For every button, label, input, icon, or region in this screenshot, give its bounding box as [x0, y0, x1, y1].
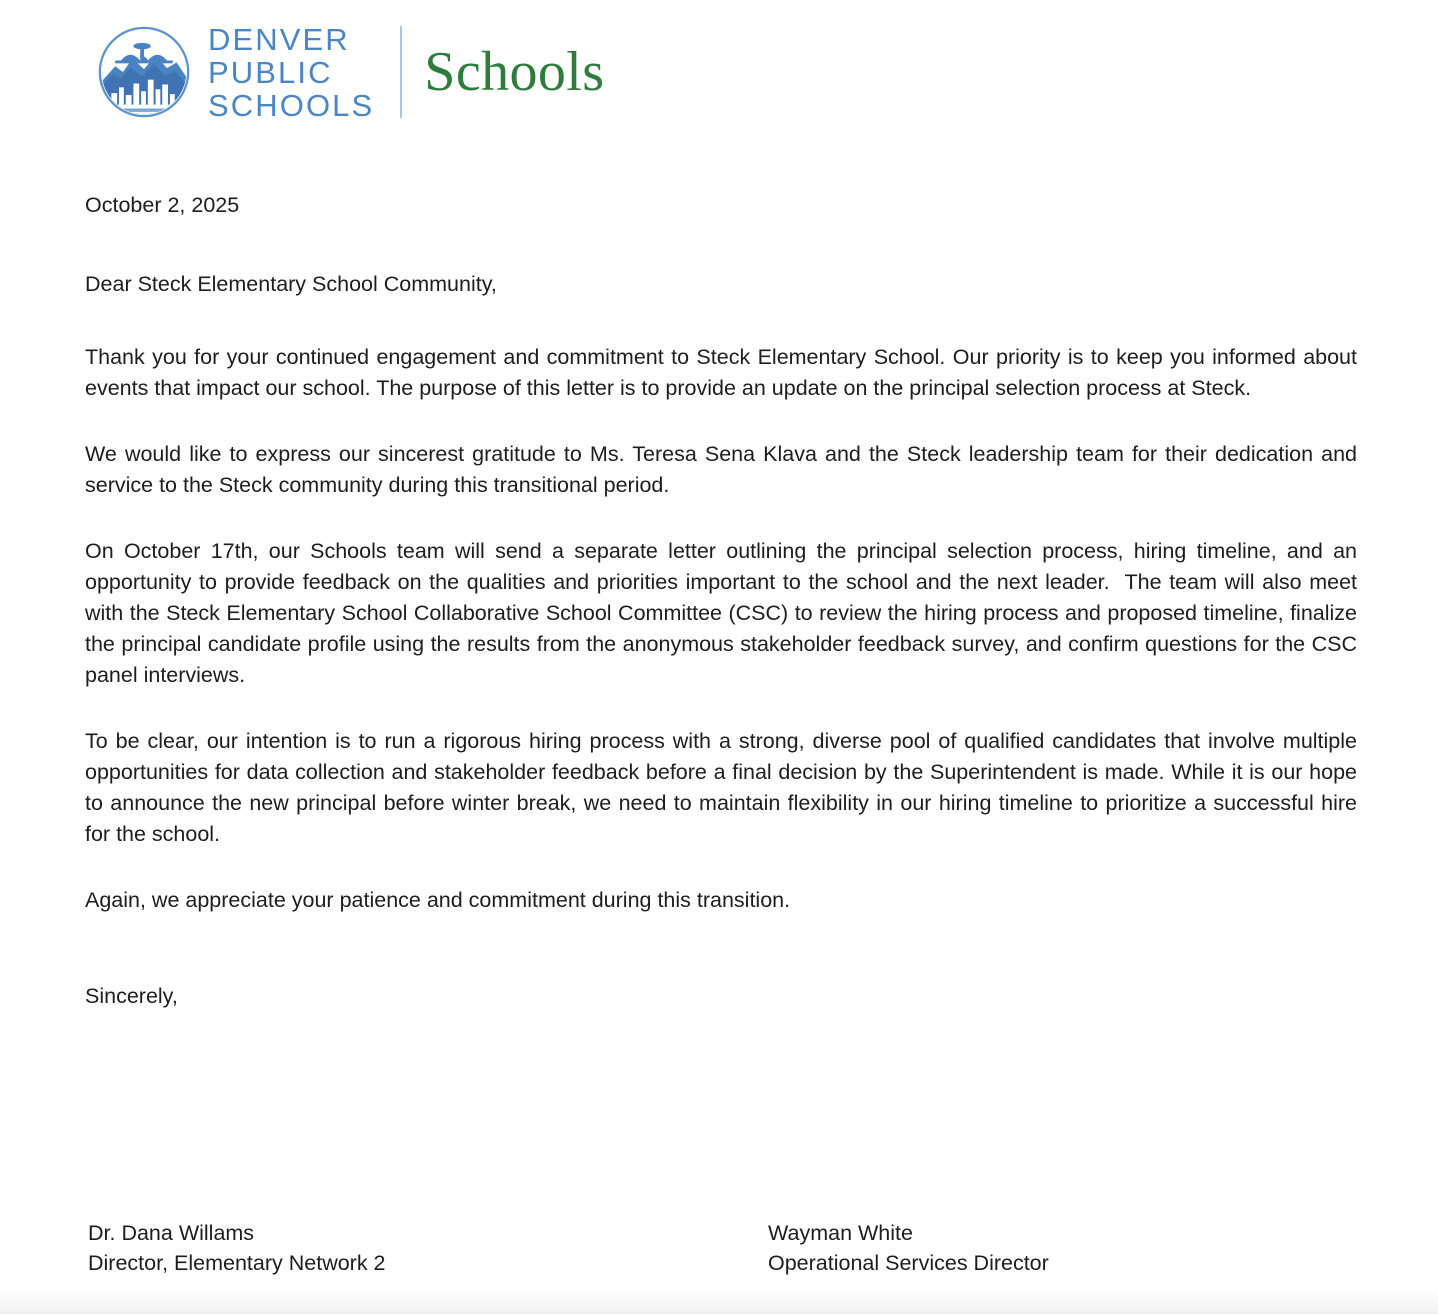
letter-paragraph-2: We would like to express our sincerest gratitude to Ms. Teresa Sena Klava and the Steck leadership team for their dedication and service to the Steck community during this transitional period.: [85, 442, 1363, 497]
signature-name-secondary: Wayman White: [768, 1221, 913, 1245]
signature-block: [88, 1218, 1360, 1278]
signature-title-primary: Director, Elementary Network 2: [88, 1251, 386, 1275]
signature-column-primary: [88, 1218, 768, 1278]
letter-paragraph-3: On October 17th, our Schools team will send a separate letter outlining the principal selection process, hiring timeline, and an opportunity to provide feedback on the qualities and priorities important to the school and the next leader. The team will also meet with the Steck Elementary School Collaborative School Committee (CSC) to review the hiring process and proposed timeline, finalize the principal candidate profile using the results from the anonymous stakeholder feedback survey, and confirm questions for the CSC panel interviews.: [85, 539, 1363, 687]
letter-body: [85, 190, 1363, 1012]
signature-title-secondary: Operational Services Director: [768, 1251, 1049, 1275]
denver-public-schools-emblem-icon: [96, 24, 192, 120]
wordmark-line-public: PUBLIC: [208, 54, 333, 90]
page-bottom-shadow: [0, 1288, 1438, 1314]
wordmark-line-denver: DENVER: [208, 21, 350, 57]
signature-column-secondary: [768, 1218, 1049, 1278]
letter-closing: Sincerely,: [85, 984, 178, 1008]
letterhead-divider: [400, 26, 402, 118]
letter-paragraph-1: Thank you for your continued engagement and commitment to Steck Elementary School. Our priority is to keep you informed about events that impact our school. The purpose of this letter is to provide an update on the principal selection process at Steck.: [85, 345, 1363, 400]
letter-paragraph-5: Again, we appreciate your patience and commitment during this transition.: [85, 888, 791, 912]
signature-name-primary: Dr. Dana Willams: [88, 1221, 255, 1245]
letterhead-schools-text: Schools: [424, 41, 605, 103]
dps-wordmark: [208, 23, 374, 122]
letterhead: [96, 18, 604, 126]
letter-date: October 2, 2025: [85, 193, 240, 217]
wordmark-line-schools: SCHOOLS: [208, 87, 375, 123]
letter-salutation: Dear Steck Elementary School Community,: [85, 272, 497, 296]
letter-paragraph-4: To be clear, our intention is to run a rigorous hiring process with a strong, diverse pool of qualified candidates that involve multiple opportunities for data collection and stakeholder feedback before a final decision by the Superintendent is made. While it is our hope to announce the new principal before winter break, we need to maintain flexibility in our hiring timeline to prioritize a successful hire for the school.: [85, 729, 1363, 846]
letter-closing-block: [85, 981, 1357, 1012]
